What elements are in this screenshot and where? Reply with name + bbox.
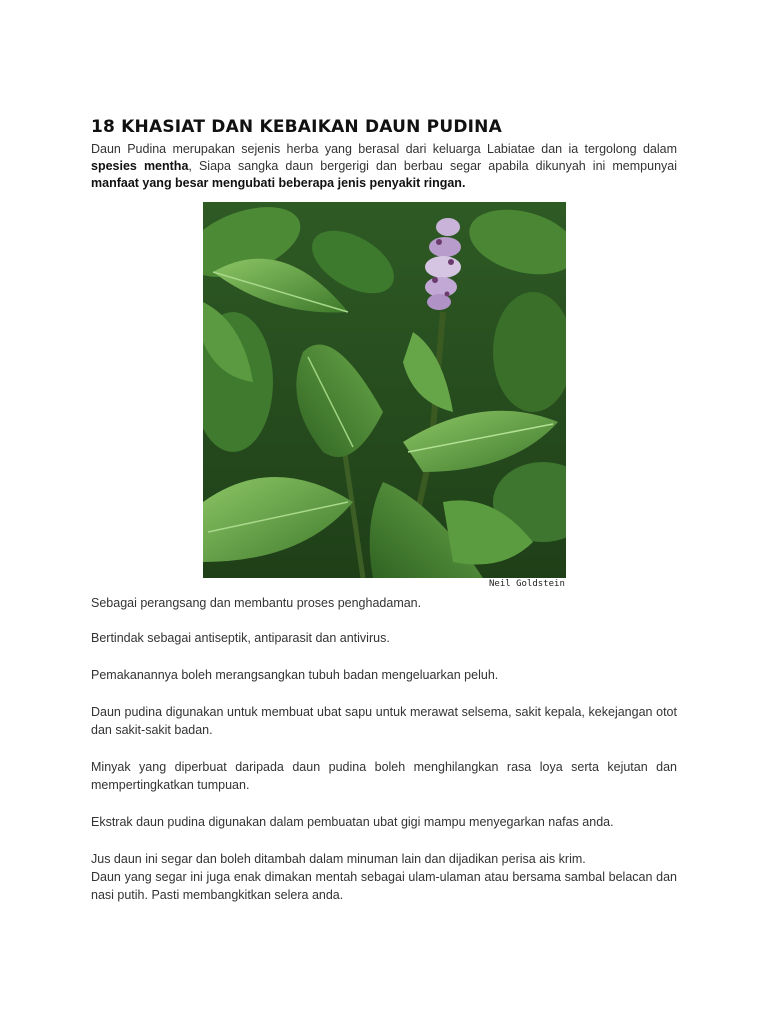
- mint-plant-photo: [203, 202, 566, 578]
- benefit-item: Daun yang segar ini juga enak dimakan mentah sebagai ulam-ulaman atau bersama sambal belacan dan nasi putih. Pasti membangkitkan selera anda.: [91, 870, 677, 902]
- intro-paragraph: [91, 141, 677, 192]
- intro-text-1: Daun Pudina merupakan sejenis herba yang berasal dari keluarga Labiatae dan ia tergolong dalam: [91, 142, 677, 156]
- benefit-item: Minyak yang diperbuat daripada daun pudina boleh menghilangkan rasa loya serta kejutan dan mempertingkatkan tumpuan.: [91, 760, 677, 792]
- photo-credit: Neil Goldstein: [489, 579, 565, 589]
- benefit-item: Ekstrak daun pudina digunakan dalam pembuatan ubat gigi mampu menyegarkan nafas anda.: [91, 815, 614, 829]
- benefit-item: Bertindak sebagai antiseptik, antiparasit dan antivirus.: [91, 631, 390, 645]
- benefit-item: Sebagai perangsang dan membantu proses penghadaman.: [91, 596, 422, 610]
- benefit-item: Daun pudina digunakan untuk membuat ubat sapu untuk merawat selsema, sakit kepala, kekejangan otot dan sakit-sakit badan.: [91, 705, 677, 737]
- page-title: 18 KHASIAT DAN KEBAIKAN DAUN PUDINA: [91, 117, 502, 138]
- intro-text-2: , Siapa sangka daun bergerigi dan berbau segar apabila dikunyah ini mempunyai: [188, 159, 677, 173]
- intro-bold-species: spesies mentha: [91, 159, 189, 173]
- mint-plant-illustration: [203, 202, 566, 578]
- benefit-item: Pemakanannya boleh merangsangkan tubuh badan mengeluarkan peluh.: [91, 668, 499, 682]
- intro-bold-benefit: manfaat yang besar mengubati beberapa jenis penyakit ringan.: [91, 176, 466, 190]
- benefit-item: Jus daun ini segar dan boleh ditambah dalam minuman lain dan dijadikan perisa ais krim.: [91, 852, 586, 866]
